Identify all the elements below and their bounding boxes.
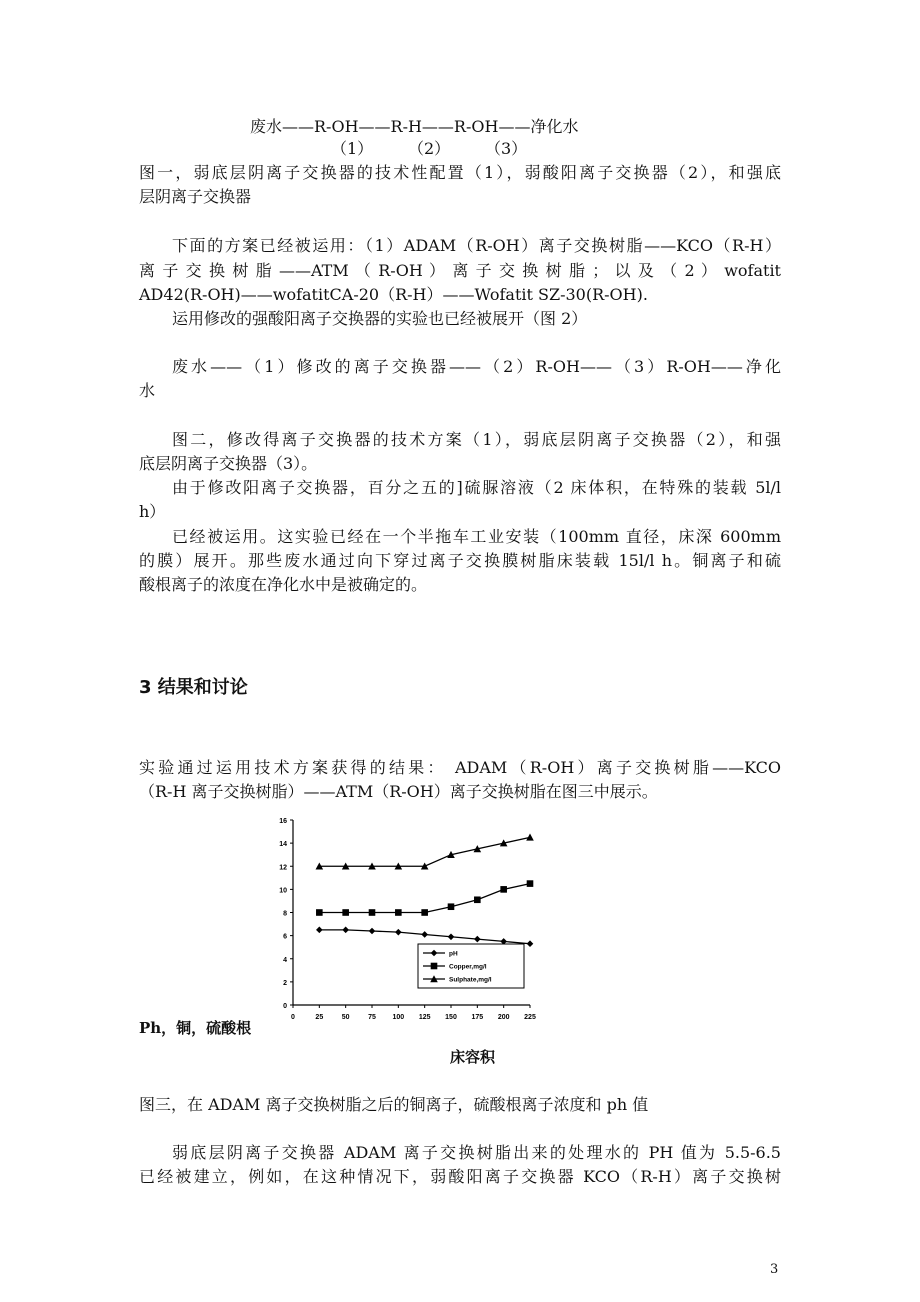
y-tick-label: 14 bbox=[279, 841, 287, 849]
data-point-diamond bbox=[342, 927, 349, 934]
x-tick-label: 175 bbox=[471, 1014, 484, 1021]
y-tick-label: 10 bbox=[279, 887, 287, 895]
results-intro-line1: 实验通过运用技术方案获得的结果： ADAM（R-OH）离子交换树脂——KCO bbox=[139, 758, 781, 777]
data-point-square bbox=[395, 909, 402, 916]
figure3-chart bbox=[270, 810, 555, 1032]
y-tick-label: 12 bbox=[279, 864, 287, 872]
chart-ylabel: Ph，铜，硫酸根 bbox=[139, 1019, 252, 1037]
x-tick-label: 150 bbox=[445, 1014, 457, 1021]
legend-marker-square bbox=[431, 963, 438, 970]
flow1-num-1: （1） bbox=[331, 139, 374, 158]
series-line-square bbox=[319, 884, 530, 913]
fig1-caption-line1: 图一，弱底层阴离子交换器的技术性配置（1），弱酸阳离子交换器（2），和强底 bbox=[139, 163, 781, 182]
data-point-square bbox=[421, 909, 428, 916]
x-tick-label: 225 bbox=[524, 1014, 536, 1021]
conclusion-line2: 已经被建立，例如，在这种情况下，弱酸阳离子交换器 KCO（R-H）离子交换树 bbox=[139, 1167, 781, 1186]
x-tick-label: 100 bbox=[392, 1014, 405, 1021]
x-tick-label: 50 bbox=[341, 1014, 350, 1021]
experiment-line3: 酸根离子的浓度在净化水中是被确定的。 bbox=[139, 575, 428, 594]
y-tick-label: 8 bbox=[283, 910, 287, 918]
y-tick-label: 16 bbox=[279, 818, 287, 825]
conclusion-line1: 弱底层阴离子交换器 ADAM 离子交换树脂出来的处理水的 PH 值为 5.5-6.5 bbox=[172, 1143, 781, 1162]
y-tick-label: 4 bbox=[283, 956, 287, 964]
modified-intro: 运用修改的强酸阳离子交换器的实验也已经被展开（图 2） bbox=[172, 309, 588, 328]
flow2-line2: 水 bbox=[139, 381, 156, 400]
series-line-triangle bbox=[319, 837, 530, 866]
flow2-line1: 废水——（1）修改的离子交换器——（2）R-OH——（3）R-OH——净化 bbox=[172, 357, 781, 376]
x-tick-label: 200 bbox=[497, 1014, 510, 1021]
results-intro-line2: （R-H 离子交换树脂）——ATM（R-OH）离子交换树脂在图三中展示。 bbox=[139, 782, 658, 801]
experiment-line2: 的膜）展开。那些废水通过向下穿过离子交换膜树脂床装载 15l/l h。铜离子和硫 bbox=[139, 551, 781, 570]
y-tick-label: 0 bbox=[283, 1003, 287, 1010]
fig3-caption: 图三，在 ADAM 离子交换树脂之后的铜离子，硫酸根离子浓度和 ph 值 bbox=[139, 1095, 649, 1114]
x-tick-label: 0 bbox=[291, 1014, 295, 1021]
x-tick-label: 25 bbox=[315, 1014, 324, 1021]
experiment-line1: 已经被运用。这实验已经在一个半拖车工业安装（100mm 直径，床深 600mm bbox=[172, 527, 781, 546]
fig2-caption-line1: 图二，修改得离子交换器的技术方案（1），弱底层阴离子交换器（2），和强 bbox=[172, 430, 781, 449]
data-point-square bbox=[342, 909, 349, 916]
thiourea-line2: h） bbox=[139, 502, 166, 521]
schemes-line3: AD42(R-OH)——wofatitCA-20（R-H）——Wofatit SZ-30(R-OH). bbox=[139, 285, 648, 304]
data-point-diamond bbox=[316, 927, 323, 934]
data-point-diamond bbox=[527, 940, 534, 947]
data-point-square bbox=[369, 909, 376, 916]
chart-xlabel: 床容积 bbox=[450, 1048, 496, 1066]
schemes-line2: 离 子 交 换 树 脂 ——ATM （ R-OH ） 离 子 交 换 树 脂 ； 以 及 （ 2 ） wofatit bbox=[139, 261, 781, 280]
schemes-line1: 下面的方案已经被运用：（1）ADAM（R-OH）离子交换树脂——KCO（R-H） bbox=[172, 236, 781, 255]
page-number: 3 bbox=[770, 1262, 779, 1277]
data-point-square bbox=[316, 909, 323, 916]
data-point-square bbox=[500, 886, 507, 893]
legend-label: Copper,mg/l bbox=[449, 963, 487, 971]
flow1-num-3: （3） bbox=[485, 139, 528, 158]
flow1-line: 废水——R-OH——R-H——R-OH——净化水 bbox=[250, 117, 579, 136]
thiourea-line1: 由于修改阳离子交换器，百分之五的]硫脲溶液（2 床体积，在特殊的装载 5l/l bbox=[172, 478, 781, 497]
x-tick-label: 125 bbox=[418, 1014, 431, 1021]
y-tick-label: 6 bbox=[283, 933, 287, 941]
data-point-triangle bbox=[526, 834, 534, 841]
fig1-caption-line2: 层阴离子交换器 bbox=[139, 187, 252, 206]
section-heading: 3 结果和讨论 bbox=[139, 677, 248, 698]
data-point-diamond bbox=[474, 936, 481, 943]
data-point-square bbox=[527, 880, 534, 887]
legend-label: Sulphate,mg/l bbox=[449, 976, 492, 984]
fig2-caption-line2: 底层阴离子交换器（3）。 bbox=[139, 454, 318, 473]
x-tick-label: 75 bbox=[368, 1014, 376, 1021]
data-point-diamond bbox=[421, 931, 428, 938]
y-tick-label: 2 bbox=[283, 979, 287, 987]
data-point-diamond bbox=[395, 929, 402, 936]
flow1-num-2: （2） bbox=[408, 139, 451, 158]
data-point-square bbox=[448, 903, 455, 910]
data-point-diamond bbox=[448, 933, 455, 940]
data-point-square bbox=[474, 896, 481, 903]
legend-label: pH bbox=[449, 950, 458, 958]
data-point-diamond bbox=[369, 928, 376, 935]
